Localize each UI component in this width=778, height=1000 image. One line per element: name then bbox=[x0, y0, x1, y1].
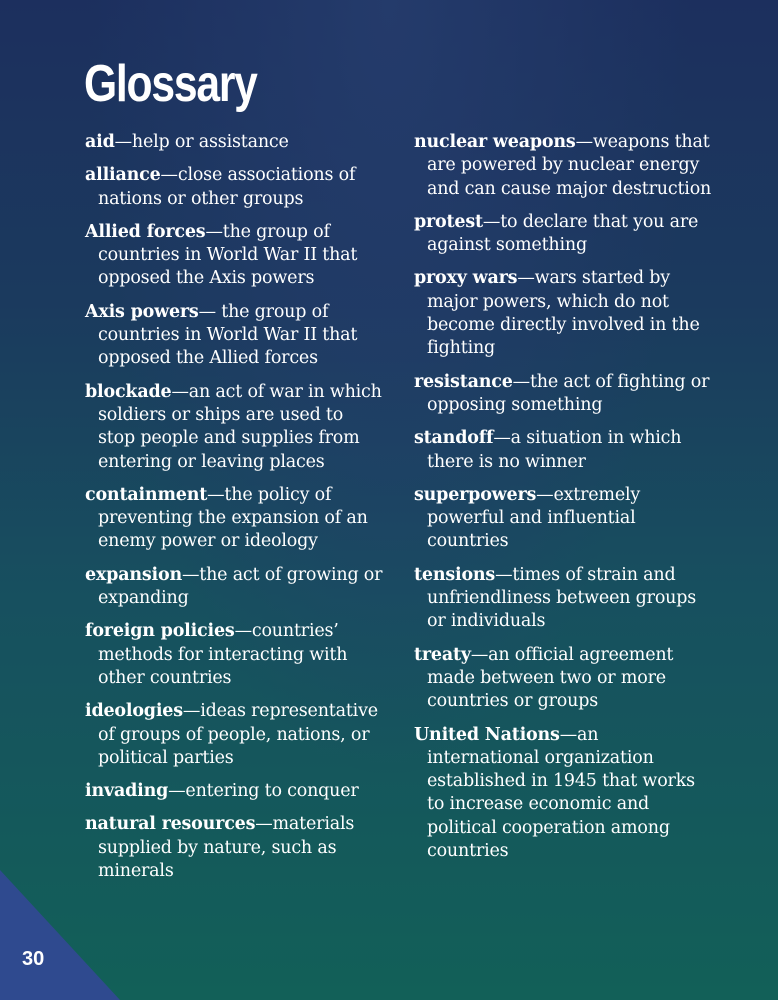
glossary-definition: —the act of fighting or opposing something bbox=[427, 371, 710, 415]
page-number: 30 bbox=[22, 948, 45, 970]
glossary-term: foreign policies bbox=[85, 621, 235, 642]
glossary-term: containment bbox=[85, 484, 208, 505]
glossary-entry bbox=[85, 301, 385, 371]
glossary-term: treaty bbox=[414, 644, 471, 665]
glossary-entry bbox=[414, 564, 714, 634]
glossary-definition: —to declare that you are against something bbox=[427, 211, 699, 256]
glossary-entry bbox=[414, 267, 714, 360]
glossary-definition: —weapons that are powered by nuclear energy and can cause major destruction bbox=[427, 132, 712, 199]
glossary-term: Axis powers bbox=[85, 301, 199, 322]
glossary-entry bbox=[85, 484, 385, 554]
glossary-term: alliance bbox=[85, 165, 161, 186]
glossary-definition: —extremely powerful and influential countries bbox=[427, 484, 641, 552]
glossary-entry bbox=[414, 724, 714, 864]
glossary-column-left bbox=[85, 131, 385, 893]
glossary-entry bbox=[85, 564, 385, 611]
glossary-term: aid bbox=[85, 132, 115, 152]
glossary-definition: —ideas representative of groups of people, nations, or political parties bbox=[98, 701, 378, 768]
glossary-definition: —entering to conquer bbox=[168, 781, 359, 802]
glossary-term: natural resources bbox=[85, 814, 256, 835]
glossary-term: standoff bbox=[414, 428, 494, 449]
glossary-definition: —an act of war in which soldiers or ships are used to stop people and supplies from entering or leaving places bbox=[98, 381, 382, 472]
glossary-entry bbox=[85, 164, 385, 211]
glossary-term: ideologies bbox=[85, 701, 183, 722]
glossary-entry bbox=[414, 211, 714, 258]
glossary-entry bbox=[85, 700, 385, 770]
glossary-term: tensions bbox=[414, 564, 496, 585]
glossary-entry bbox=[414, 131, 714, 201]
glossary-definition: —countries’ methods for interacting with other countries bbox=[98, 621, 348, 688]
glossary-term: blockade bbox=[85, 381, 172, 402]
glossary-entry bbox=[414, 484, 714, 554]
glossary-term: United Nations bbox=[414, 724, 560, 745]
glossary-definition: —an international organization established in 1945 that works to increase economic and political cooperation among countries bbox=[427, 724, 695, 862]
corner-triangle-shape bbox=[0, 870, 120, 1000]
glossary-definition: — the group of countries in World War II that opposed the Allied forces bbox=[98, 301, 358, 369]
glossary-definition: —materials supplied by nature, such as minerals bbox=[98, 814, 355, 882]
glossary-entry bbox=[85, 813, 385, 883]
glossary-column-right bbox=[414, 131, 714, 873]
glossary-term: expansion bbox=[85, 564, 182, 585]
glossary-entry bbox=[414, 371, 714, 418]
glossary-definition: —wars started by major powers, which do not become directly involved in the fighting bbox=[427, 268, 700, 359]
glossary-entry bbox=[414, 427, 714, 474]
glossary-entry bbox=[85, 221, 385, 291]
glossary-term: superpowers bbox=[414, 484, 537, 505]
glossary-term: invading bbox=[85, 781, 169, 802]
glossary-term: Allied forces bbox=[85, 221, 206, 242]
page-title: Glossary bbox=[84, 55, 257, 113]
glossary-definition: —an official agreement made between two or more countries or groups bbox=[427, 644, 674, 712]
glossary-term: proxy wars bbox=[414, 268, 518, 289]
glossary-entry bbox=[85, 780, 385, 803]
glossary-definition: —close associations of nations or other groups bbox=[98, 165, 356, 209]
glossary-entry bbox=[85, 381, 385, 474]
glossary-entry bbox=[414, 644, 714, 714]
glossary-entry bbox=[85, 620, 385, 690]
glossary-term: nuclear weapons bbox=[414, 132, 576, 152]
glossary-definition: —the group of countries in World War II that opposed the Axis powers bbox=[98, 221, 358, 289]
glossary-term: resistance bbox=[414, 371, 513, 392]
glossary-definition: —help or assistance bbox=[114, 132, 289, 152]
page-corner-tab bbox=[0, 870, 120, 1000]
glossary-definition: —a situation in which there is no winner bbox=[427, 428, 682, 472]
glossary-entry bbox=[85, 131, 385, 154]
glossary-definition: —times of strain and unfriendliness between groups or individuals bbox=[427, 564, 697, 632]
glossary-definition: —the act of growing or expanding bbox=[98, 564, 383, 609]
glossary-definition: —the policy of preventing the expansion of an enemy power or ideology bbox=[98, 484, 368, 552]
glossary-term: protest bbox=[414, 211, 483, 232]
